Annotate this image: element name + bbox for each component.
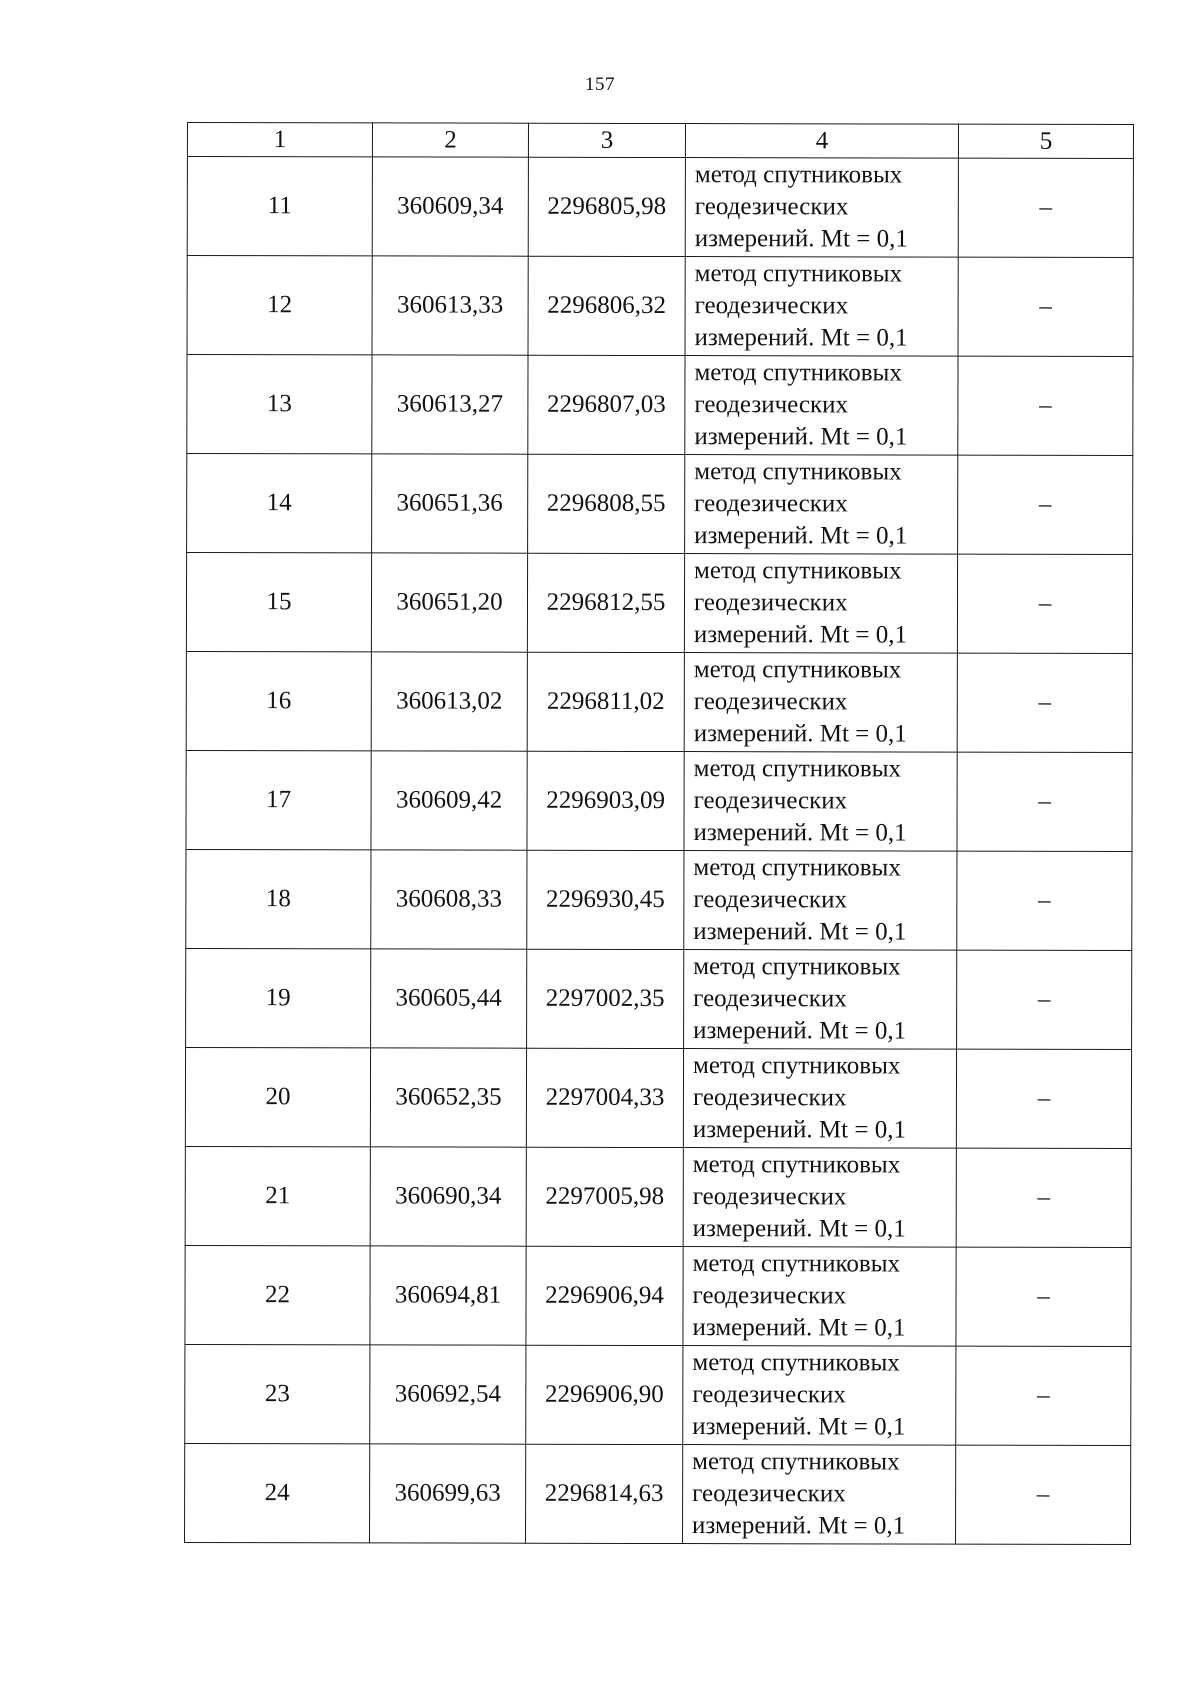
note-cell: – — [956, 1445, 1131, 1544]
x-coordinate-cell: 360690,34 — [370, 1147, 526, 1246]
point-number-cell: 12 — [187, 256, 372, 355]
method-line: измерений. Mt = 0,1 — [693, 621, 908, 649]
y-coordinate-cell: 2297002,35 — [527, 949, 684, 1048]
table-row — [185, 1443, 1131, 1544]
method-cell — [684, 950, 957, 1050]
note-cell: – — [958, 257, 1133, 356]
method-line: измерений. Mt = 0,1 — [693, 720, 907, 748]
point-number-cell: 23 — [185, 1344, 370, 1443]
header-col-1: 1 — [187, 123, 372, 157]
method-line: геодезических — [692, 1084, 847, 1112]
method-cell — [685, 455, 958, 555]
header-col-2: 2 — [372, 123, 528, 157]
y-coordinate-cell: 2296814,63 — [526, 1444, 683, 1543]
point-number-cell: 21 — [185, 1146, 370, 1245]
point-number-cell: 16 — [186, 651, 371, 750]
table-row — [185, 1245, 1131, 1346]
coordinates-table-wrapper — [184, 122, 1133, 1545]
header-col-3: 3 — [528, 123, 685, 157]
method-line: измерений. Mt = 0,1 — [693, 819, 907, 847]
x-coordinate-cell: 360651,36 — [372, 454, 528, 553]
point-number-cell: 24 — [185, 1443, 370, 1542]
method-line: метод спутниковых — [694, 161, 903, 189]
method-line: метод спутниковых — [693, 953, 901, 981]
method-line: геодезических — [693, 787, 848, 815]
point-number-cell: 22 — [185, 1245, 370, 1344]
note-cell: – — [956, 1049, 1131, 1148]
x-coordinate-cell: 360652,35 — [370, 1048, 526, 1147]
note-cell: – — [957, 851, 1132, 950]
page-number: 157 — [585, 74, 615, 95]
point-number-cell: 19 — [186, 948, 371, 1047]
note-cell: – — [957, 653, 1132, 752]
y-coordinate-cell: 2296805,98 — [528, 157, 685, 256]
method-cell — [683, 1247, 956, 1347]
table-row — [185, 1344, 1131, 1445]
method-cell — [685, 356, 958, 456]
method-line: геодезических — [693, 688, 848, 716]
method-line: метод спутниковых — [693, 656, 902, 684]
method-line: геодезических — [692, 1381, 846, 1409]
table-row — [186, 553, 1132, 654]
method-line: геодезических — [692, 1282, 847, 1310]
point-number-cell: 18 — [186, 849, 371, 948]
method-line: метод спутниковых — [692, 1448, 900, 1476]
method-line: измерений. Mt = 0,1 — [692, 1215, 906, 1243]
point-number-cell: 20 — [185, 1047, 370, 1146]
method-line: измерений. Mt = 0,1 — [694, 423, 908, 451]
method-line: геодезических — [694, 292, 849, 320]
point-number-cell: 17 — [186, 750, 371, 849]
method-line: геодезических — [693, 589, 848, 617]
method-line: измерений. Mt = 0,1 — [694, 324, 908, 352]
method-line: геодезических — [692, 1480, 846, 1508]
x-coordinate-cell: 360608,33 — [371, 850, 527, 949]
point-number-cell: 13 — [187, 355, 372, 454]
x-coordinate-cell: 360651,20 — [371, 553, 527, 652]
method-line: метод спутниковых — [694, 359, 902, 387]
y-coordinate-cell: 2296812,55 — [527, 553, 684, 652]
y-coordinate-cell: 2296906,94 — [526, 1246, 683, 1345]
y-coordinate-cell: 2297004,33 — [526, 1048, 683, 1147]
method-line: геодезических — [692, 1183, 847, 1211]
method-line: метод спутниковых — [692, 1052, 901, 1080]
header-col-4: 4 — [685, 124, 958, 159]
method-cell — [684, 554, 957, 654]
header-col-5: 5 — [958, 124, 1133, 158]
method-line: измерений. Mt = 0,1 — [694, 522, 908, 550]
note-cell: – — [956, 1247, 1131, 1346]
table-header-row — [187, 123, 1133, 159]
point-number-cell: 11 — [187, 157, 372, 256]
method-line: геодезических — [694, 391, 849, 419]
method-cell — [683, 1445, 956, 1545]
point-number-cell: 15 — [186, 553, 371, 652]
method-line: измерений. Mt = 0,1 — [692, 1413, 906, 1441]
coordinates-table — [184, 122, 1134, 1545]
x-coordinate-cell: 360613,33 — [372, 256, 528, 355]
y-coordinate-cell: 2296930,45 — [527, 850, 684, 949]
method-line: метод спутниковых — [694, 458, 902, 486]
table-row — [186, 849, 1132, 950]
x-coordinate-cell: 360613,02 — [371, 652, 527, 751]
x-coordinate-cell: 360699,63 — [370, 1444, 526, 1543]
method-cell — [684, 752, 957, 852]
table-row — [187, 355, 1133, 456]
method-line: метод спутниковых — [692, 1250, 901, 1278]
table-row — [187, 157, 1133, 258]
y-coordinate-cell: 2296806,32 — [528, 256, 685, 355]
table-row — [186, 948, 1132, 1049]
x-coordinate-cell: 360605,44 — [371, 949, 527, 1048]
table-row — [185, 1047, 1131, 1148]
table-body — [185, 157, 1134, 1545]
method-line: измерений. Mt = 0,1 — [693, 1017, 907, 1045]
method-line: измерений. Mt = 0,1 — [694, 225, 908, 253]
method-line: метод спутниковых — [692, 1151, 901, 1179]
note-cell: – — [958, 356, 1133, 455]
y-coordinate-cell: 2296906,90 — [526, 1345, 683, 1444]
method-cell — [683, 1346, 956, 1446]
note-cell: – — [957, 554, 1132, 653]
table-row — [185, 1146, 1131, 1247]
note-cell: – — [958, 455, 1133, 554]
x-coordinate-cell: 360692,54 — [370, 1345, 526, 1444]
method-line: метод спутниковых — [694, 557, 902, 585]
method-line: измерений. Mt = 0,1 — [692, 1116, 906, 1144]
note-cell: – — [958, 158, 1133, 257]
method-line: геодезических — [694, 490, 848, 518]
note-cell: – — [957, 950, 1132, 1049]
method-line: метод спутниковых — [693, 755, 902, 783]
table-row — [187, 256, 1133, 357]
method-line: метод спутниковых — [693, 854, 901, 882]
table-row — [187, 454, 1133, 555]
x-coordinate-cell: 360613,27 — [372, 355, 528, 454]
y-coordinate-cell: 2296807,03 — [528, 355, 685, 454]
method-line: метод спутниковых — [692, 1349, 900, 1377]
table-row — [186, 651, 1132, 752]
method-line: геодезических — [694, 193, 849, 221]
method-cell — [684, 851, 957, 951]
x-coordinate-cell: 360694,81 — [370, 1246, 526, 1345]
x-coordinate-cell: 360609,42 — [371, 751, 527, 850]
method-line: измерений. Mt = 0,1 — [692, 1314, 906, 1342]
method-line: метод спутниковых — [694, 260, 903, 288]
x-coordinate-cell: 360609,34 — [372, 157, 528, 256]
method-line: измерений. Mt = 0,1 — [693, 918, 907, 946]
note-cell: – — [956, 1346, 1131, 1445]
method-line: измерений. Mt = 0,1 — [692, 1512, 906, 1540]
y-coordinate-cell: 2296903,09 — [527, 751, 684, 850]
y-coordinate-cell: 2297005,98 — [526, 1147, 683, 1246]
method-line: геодезических — [693, 985, 847, 1013]
method-cell — [684, 653, 957, 753]
method-cell — [685, 158, 958, 258]
table-row — [186, 750, 1132, 851]
method-cell — [683, 1049, 956, 1149]
method-line: геодезических — [693, 886, 847, 914]
note-cell: – — [957, 752, 1132, 851]
method-cell — [685, 257, 958, 357]
y-coordinate-cell: 2296811,02 — [527, 652, 684, 751]
y-coordinate-cell: 2296808,55 — [528, 454, 685, 553]
note-cell: – — [956, 1148, 1131, 1247]
point-number-cell: 14 — [187, 454, 372, 553]
method-cell — [683, 1148, 956, 1248]
